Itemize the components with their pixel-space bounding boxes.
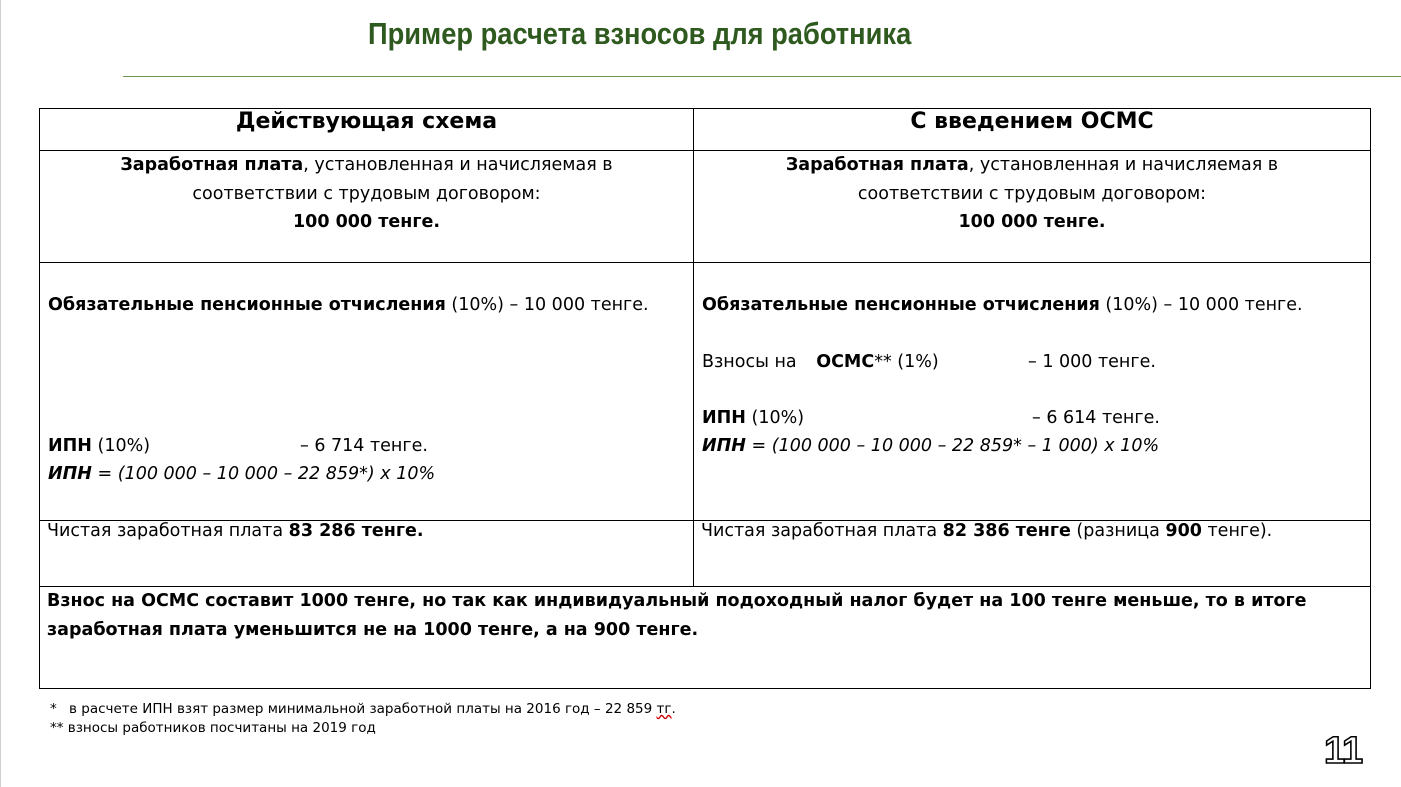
net-salary-cell-current xyxy=(40,521,694,587)
summary-cell xyxy=(40,587,1371,689)
deductions-row xyxy=(40,263,1371,521)
comparison-table xyxy=(39,108,1371,689)
osms-line xyxy=(702,348,939,376)
pension-value: (10%) – 10 000 тенге. xyxy=(445,295,649,315)
footnote-1 xyxy=(50,700,676,719)
ipn-line xyxy=(48,432,150,460)
difference-suffix: тенге). xyxy=(1201,521,1273,541)
footnotes xyxy=(50,700,676,738)
difference-prefix: (разница xyxy=(1070,521,1166,541)
ipn-value: – 6 614 тенге. xyxy=(1032,408,1160,428)
ipn-formula xyxy=(48,460,435,488)
ipn-label: ИПН xyxy=(48,436,92,456)
salary-cell-osms xyxy=(694,151,1371,263)
net-salary-label: Чистая заработная плата xyxy=(701,521,943,541)
salary-amount: 100 000 тенге. xyxy=(292,212,440,232)
ipn-line xyxy=(702,404,804,432)
column-header-current: Действующая схема xyxy=(40,109,694,151)
column-header-osms: С введением ОСМС xyxy=(694,109,1371,151)
net-salary-value: 83 286 тенге. xyxy=(288,521,424,541)
difference-value: 900 xyxy=(1165,521,1202,541)
footnote-1-end: . xyxy=(671,701,676,717)
page-number: 11 xyxy=(1324,730,1363,772)
ipn-value: – 6 714 тенге. xyxy=(300,436,428,456)
salary-desc-2: соответствии с трудовым договором: xyxy=(857,183,1207,204)
net-salary-cell-osms xyxy=(694,521,1371,587)
slide-title: Пример расчета взносов для работника xyxy=(368,16,912,51)
header-row xyxy=(40,109,1371,151)
net-salary-row xyxy=(40,521,1371,587)
summary-line-1: Взнос на ОСМС составит 1000 тенге, но так как индивидуальный подоходный налог будет на 100 тенге меньше, то в итоге xyxy=(47,591,1307,611)
salary-label: Заработная плата xyxy=(120,155,304,175)
ipn-formula-expr: = (100 000 – 10 000 – 22 859* – 1 000) х 10% xyxy=(745,436,1160,456)
ipn-formula-label: ИПН xyxy=(48,464,92,484)
ipn-label: ИПН xyxy=(702,408,746,428)
osms-rate: ** (1%) xyxy=(874,352,939,372)
slide-edge xyxy=(0,0,1,787)
pension-line xyxy=(48,291,649,319)
pension-line xyxy=(702,291,1303,319)
ipn-formula-expr: = (100 000 – 10 000 – 22 859*) х 10% xyxy=(91,464,436,484)
pension-label: Обязательные пенсионные отчисления xyxy=(48,295,446,315)
footnote-1-mark: * xyxy=(50,701,57,717)
ipn-formula xyxy=(702,432,1159,460)
ipn-formula-label: ИПН xyxy=(702,436,746,456)
pension-value: (10%) – 10 000 тенге. xyxy=(1099,295,1303,315)
pension-label: Обязательные пенсионные отчисления xyxy=(702,295,1100,315)
ipn-rate: (10%) xyxy=(745,408,805,428)
net-salary-label: Чистая заработная плата xyxy=(47,521,289,541)
salary-desc-2: соответствии с трудовым договором: xyxy=(192,183,541,204)
footnote-1-unit: тг xyxy=(656,701,672,717)
summary-line-2: заработная плата уменьшится не на 1000 тенге, а на 900 тенге. xyxy=(47,620,699,640)
ipn-rate: (10%) xyxy=(91,436,151,456)
deductions-cell-current xyxy=(40,263,694,521)
salary-amount: 100 000 тенге. xyxy=(958,212,1106,232)
osms-prefix: Взносы на xyxy=(702,352,803,372)
deductions-cell-osms xyxy=(694,263,1371,521)
net-salary-value: 82 386 тенге xyxy=(942,521,1071,541)
footnote-1-text: в расчете ИПН взят размер минимальной заработной платы на 2016 год – 22 859 xyxy=(69,701,657,717)
title-underline xyxy=(123,76,1401,77)
osms-value: – 1 000 тенге. xyxy=(1028,352,1156,372)
salary-cell-current xyxy=(40,151,694,263)
salary-label: Заработная плата xyxy=(785,155,969,175)
salary-desc: , установленная и начисляемая в xyxy=(303,155,613,175)
salary-row xyxy=(40,151,1371,263)
footnote-2: ** взносы работников посчитаны на 2019 год xyxy=(50,720,376,736)
osms-label: ОСМС xyxy=(816,352,875,372)
summary-row xyxy=(40,587,1371,689)
salary-desc: , установленная и начисляемая в xyxy=(968,155,1279,175)
